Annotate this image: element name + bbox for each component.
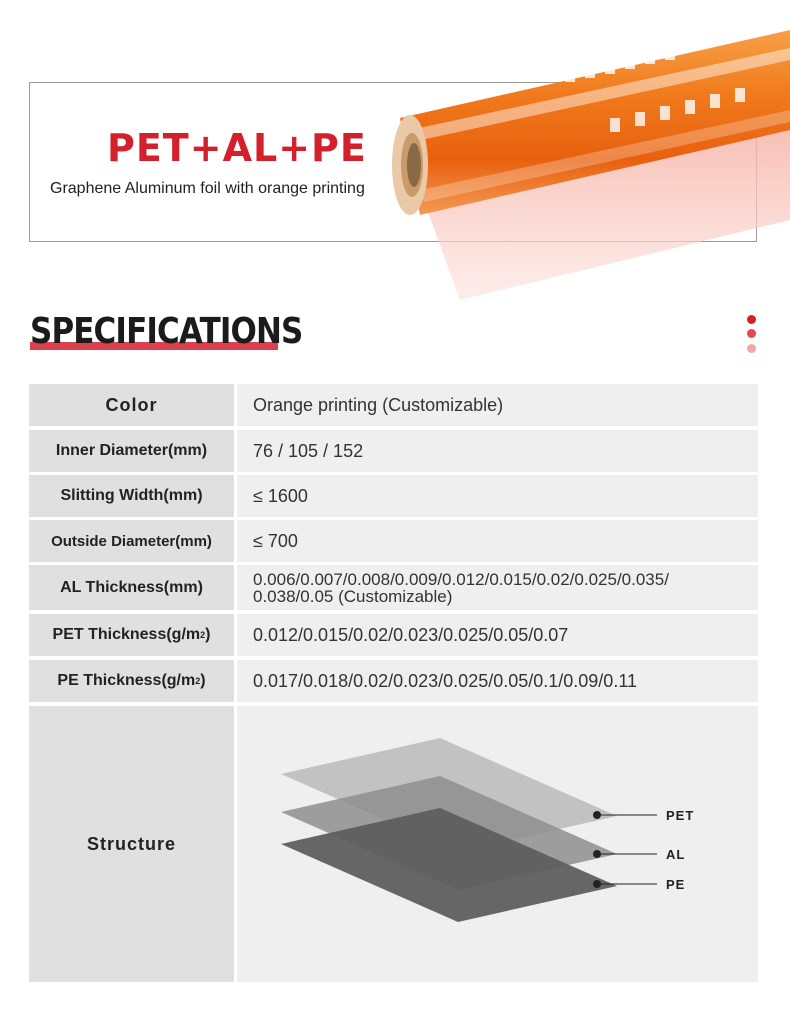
table-row xyxy=(29,520,758,562)
product-title: PET+AL+PE xyxy=(107,126,367,170)
structure-diagram xyxy=(237,706,758,982)
decor-dot xyxy=(747,329,756,338)
layer-label-pet: PET xyxy=(666,808,695,823)
spec-value: ≤ 700 xyxy=(237,520,758,562)
spec-label: Inner Diameter(mm) xyxy=(29,430,234,472)
decor-dot xyxy=(747,344,756,353)
section-title: SPECIFICATIONS xyxy=(30,311,303,352)
table-row xyxy=(29,430,758,472)
spec-label: PET Thickness(g/m 2 ) xyxy=(29,614,234,656)
spec-label-text: PET Thickness(g/m xyxy=(52,626,201,643)
table-row xyxy=(29,384,758,426)
structure-label: Structure xyxy=(29,706,234,982)
spec-label: AL Thickness(mm) xyxy=(29,565,234,610)
spec-value-line: 0.038/0.05 (Customizable) xyxy=(253,586,453,606)
spec-label: Outside Diameter(mm) xyxy=(29,520,234,562)
table-row xyxy=(29,660,758,702)
spec-label: Slitting Width(mm) xyxy=(29,475,234,517)
structure-row xyxy=(29,706,758,982)
layer-label-pe: PE xyxy=(666,877,686,892)
foil-roll-image xyxy=(380,0,790,305)
spec-value-line: 0.006/0.007/0.008/0.009/0.012/0.015/0.02/0.025/0.035/ xyxy=(253,569,669,589)
spec-value: Orange printing (Customizable) xyxy=(237,384,758,426)
spec-value: 0.017/0.018/0.02/0.023/0.025/0.05/0.1/0.09/0.11 xyxy=(237,660,758,702)
spec-label-text: PE Thickness(g/m xyxy=(57,672,196,689)
spec-value: 0.012/0.015/0.02/0.023/0.025/0.05/0.07 xyxy=(237,614,758,656)
table-row xyxy=(29,614,758,656)
table-row xyxy=(29,475,758,517)
spec-value xyxy=(237,565,758,610)
layer-label-al: AL xyxy=(666,847,686,862)
spec-label: Color xyxy=(29,384,234,426)
table-row xyxy=(29,565,758,610)
spec-label-end: ) xyxy=(200,672,206,689)
spec-value: 76 / 105 / 152 xyxy=(237,430,758,472)
product-subtitle: Graphene Aluminum foil with orange printing xyxy=(50,180,365,197)
spec-label: PE Thickness(g/m 2 ) xyxy=(29,660,234,702)
spec-value: ≤ 1600 xyxy=(237,475,758,517)
spec-label-end: ) xyxy=(205,626,211,643)
decor-dot xyxy=(747,315,756,324)
layer-stack-diagram xyxy=(237,706,758,982)
